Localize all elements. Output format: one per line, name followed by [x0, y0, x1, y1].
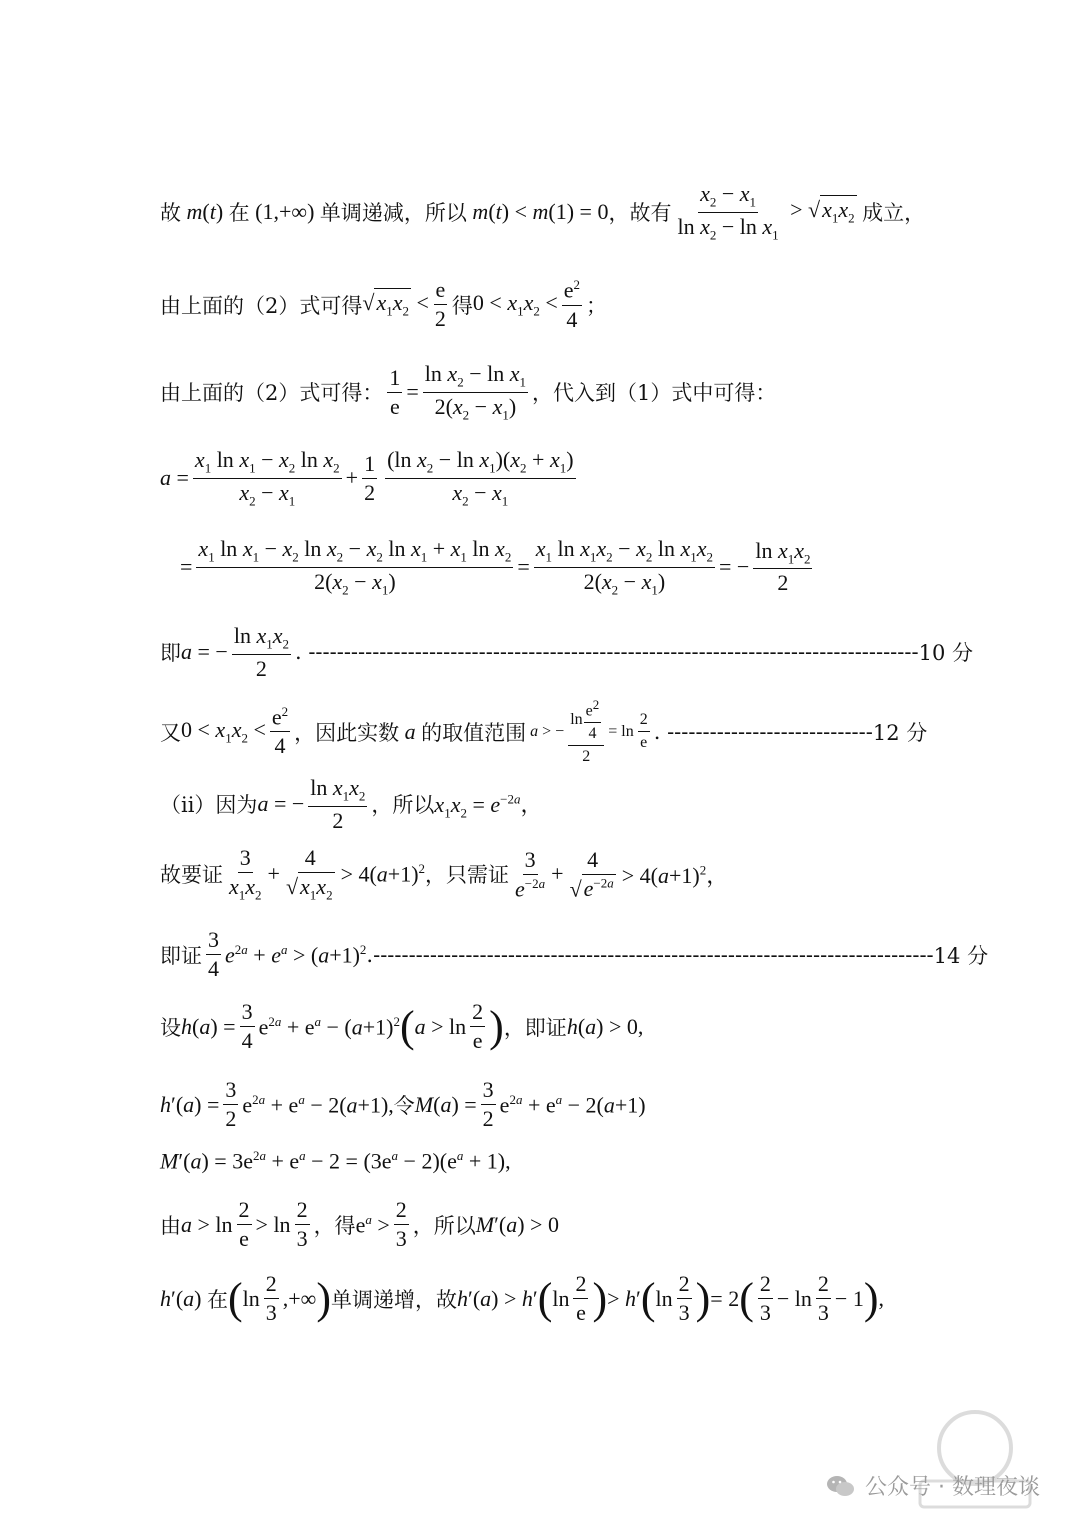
- text: （ii）因为: [160, 793, 258, 818]
- text: ，所以: [412, 1213, 476, 1238]
- text: 在: [206, 1287, 228, 1312]
- line-11: 设 h(a) = $\frac{3}{4}$ $e^{2a} + e^a - (a+1)^2$ ( a > ln $\frac{2}{e}$ ) ，即证 h(a) > 0,: [160, 999, 644, 1054]
- line-5: = $\frac{x_1 \ln x_1 - x_2 \ln x_2 - x_2 \ln x_1 + x_1 \ln x_2}{2(x_2 - x_1)}$ = $\frac{x_1 \ln x_1x_2 - x_2 \ln x_1x_2}{2(x_2 - x_1)}$ = − $\frac{\ln x_1x_2}{2}$: [180, 536, 811, 598]
- text: 由上面的（2）式可得: [160, 293, 363, 318]
- line-9: 故要证 $\frac{3}{x_1x_2}$ + $\frac{4}{√x_1x_2}$ > $4(a+1)^2$ ，只需证 $\frac{3}{e^{-2a}}$ + $\frac{4}{√e^{-2a}}$ > $4(a+1)^2$，: [160, 845, 729, 903]
- text: ，因此实数: [294, 720, 400, 745]
- text: 由上面的（2）式可得：: [160, 381, 384, 406]
- text: 得: [451, 293, 473, 318]
- line-10: 即证 $\frac{3}{4}$ $e^{2a} + e^a > (a+1)^2$ .------------------------------------------------------------------------------- 14 分: [160, 927, 989, 982]
- score-label: 14 分: [933, 943, 989, 968]
- score-label: 12 分: [872, 720, 928, 745]
- watermark-text: 公众号 · 数理夜谈: [865, 1475, 1040, 1500]
- line-6: 即 a = − $\frac{\ln x_1x_2}{2}$ . -------------------------------------------------------------------------------------- 10 分: [160, 623, 973, 681]
- text: 故要证: [160, 863, 223, 888]
- text: 由: [160, 1213, 181, 1238]
- line-15: h′(a) 在 ( ln $\frac{2}{3}$ ,+∞ ) 单调递增，故 h′(a) > h′ ( ln $\frac{2}{e}$ ) > h′ ( ln $\frac{2}{3}$ ) = 2 ( $\frac{2}{3}$ − ln $\frac{2}{3}$ − 1 ) ,: [160, 1271, 884, 1326]
- text: 故: [160, 201, 181, 226]
- text: 在: [228, 201, 250, 226]
- watermark: [825, 1470, 1040, 1501]
- line-4: a = $\frac{x_1 \ln x_1 - x_2 \ln x_2}{x_2 - x_1}$ + $\frac{1}{2}$ $\frac{(\ln x_2 - \ln x_1)(x_2 + x_1)}{x_2 - x_1}$: [160, 447, 574, 509]
- text: ，得: [313, 1213, 356, 1238]
- line-14: 由 a > ln $\frac{2}{e}$ > ln $\frac{2}{3}$ ，得 $e^a$ > $\frac{2}{3}$ ，所以 M′(a) > 0: [160, 1197, 559, 1252]
- line-12: h′(a) = $\frac{3}{2}$ $e^{2a} + e^a - 2(a+1)$, 令 M(a) = $\frac{3}{2}$ $e^{2a} + e^a - 2(a+1)$: [160, 1077, 646, 1132]
- text: 单调递增，故: [331, 1287, 457, 1312]
- text: 即证: [160, 943, 202, 968]
- text: ，即证: [503, 1015, 567, 1040]
- line-13: $M'(a) = 3e^{2a} + e^a - 2 = (3e^a - 2)(e^a + 1)$,: [160, 1148, 511, 1174]
- line-7: 又 $0 < x_1x_2$ < $\frac{e^2}{4}$ ，因此实数 a 的取值范围 a > − ln $\frac{e^2}{4}$ 2 = ln $\frac{2}{e}$ . ----------------------------- 12 分: [160, 697, 928, 765]
- text: 又: [160, 720, 181, 745]
- text: ，故有: [608, 201, 672, 226]
- text: 成立，: [862, 201, 926, 226]
- text: ，所以: [371, 793, 435, 818]
- line-1: 故 m(t) 在 (1,+∞) 单调递减，所以 m(t) < m(1) = 0 ，故有 $\frac{x_2 - x_1}{\ln x_2 - \ln x_1}$ > $√x_1x_2$ 成立，: [160, 181, 926, 243]
- wechat-icon: [825, 1473, 855, 1499]
- line-8: （ii）因为 a = − $\frac{\ln x_1x_2}{2}$ ，所以 $x_1x_2 = e^{-2a}$，: [160, 775, 543, 833]
- text: ，代入到（1）式中可得：: [531, 381, 777, 406]
- text: ，只需证: [425, 863, 510, 888]
- text: 令: [393, 1093, 415, 1118]
- text: 的取值范围: [421, 720, 527, 745]
- text: 单调递减，所以: [319, 201, 467, 226]
- line-3: 由上面的（2）式可得： $\frac{1}{e}$ = $\frac{\ln x_2 - \ln x_1}{2(x_2 - x_1)}$ ，代入到（1）式中可得：: [160, 361, 777, 423]
- formula-fraction: $\frac{x_2 - x_1}{\ln x_2 - \ln x_1}$: [677, 181, 779, 243]
- text: 即: [160, 641, 181, 666]
- score-label: 10 分: [918, 641, 973, 666]
- line-2: 由上面的（2）式可得 $√x_1x_2$ < $\frac{e}{2}$ 得 $0 < x_1x_2$ < $\frac{e^2}{4}$ ；: [160, 277, 608, 332]
- text: 设: [160, 1015, 181, 1040]
